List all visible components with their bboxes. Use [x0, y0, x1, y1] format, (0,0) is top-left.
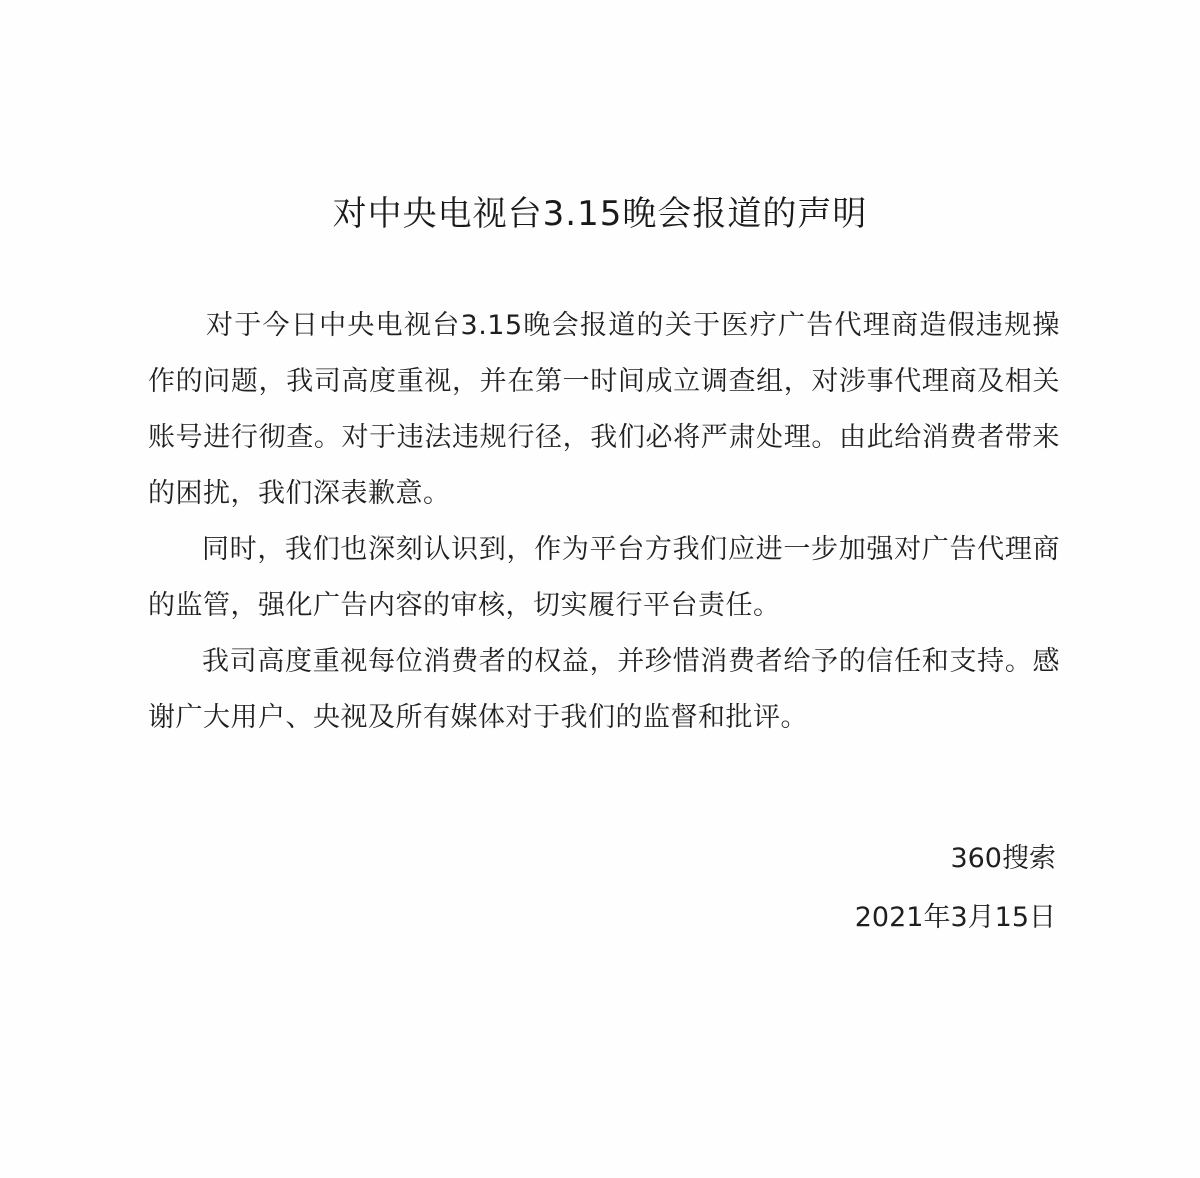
paragraph-2: 同时，我们也深刻认识到，作为平台方我们应进一步加强对广告代理商的监管，强化广告内容的审核，切实履行平台责任。 — [148, 534, 1060, 621]
statement-body — [148, 298, 1060, 746]
paragraph-3: 我司高度重视每位消费者的权益，并珍惜消费者给予的信任和支持。感谢广大用户、央视及所有媒体对于我们的监督和批评。 — [148, 646, 1060, 733]
signature-block — [855, 830, 1056, 947]
paragraph-1: 对于今日中央电视台3.15晚会报道的关于医疗广告代理商造假违规操作的问题，我司高度重视，并在第一时间成立调查组，对涉事代理商及相关账号进行彻查。对于违法违规行径，我们必将严肃处理。由此给消费者带来的困扰，我们深表歉意。 — [148, 310, 1060, 509]
signature-date: 2021年3月15日 — [854, 902, 1056, 933]
statement-title: 对中央电视台3.15晚会报道的声明 — [332, 194, 868, 234]
signature-organization: 360搜索 — [950, 843, 1056, 874]
